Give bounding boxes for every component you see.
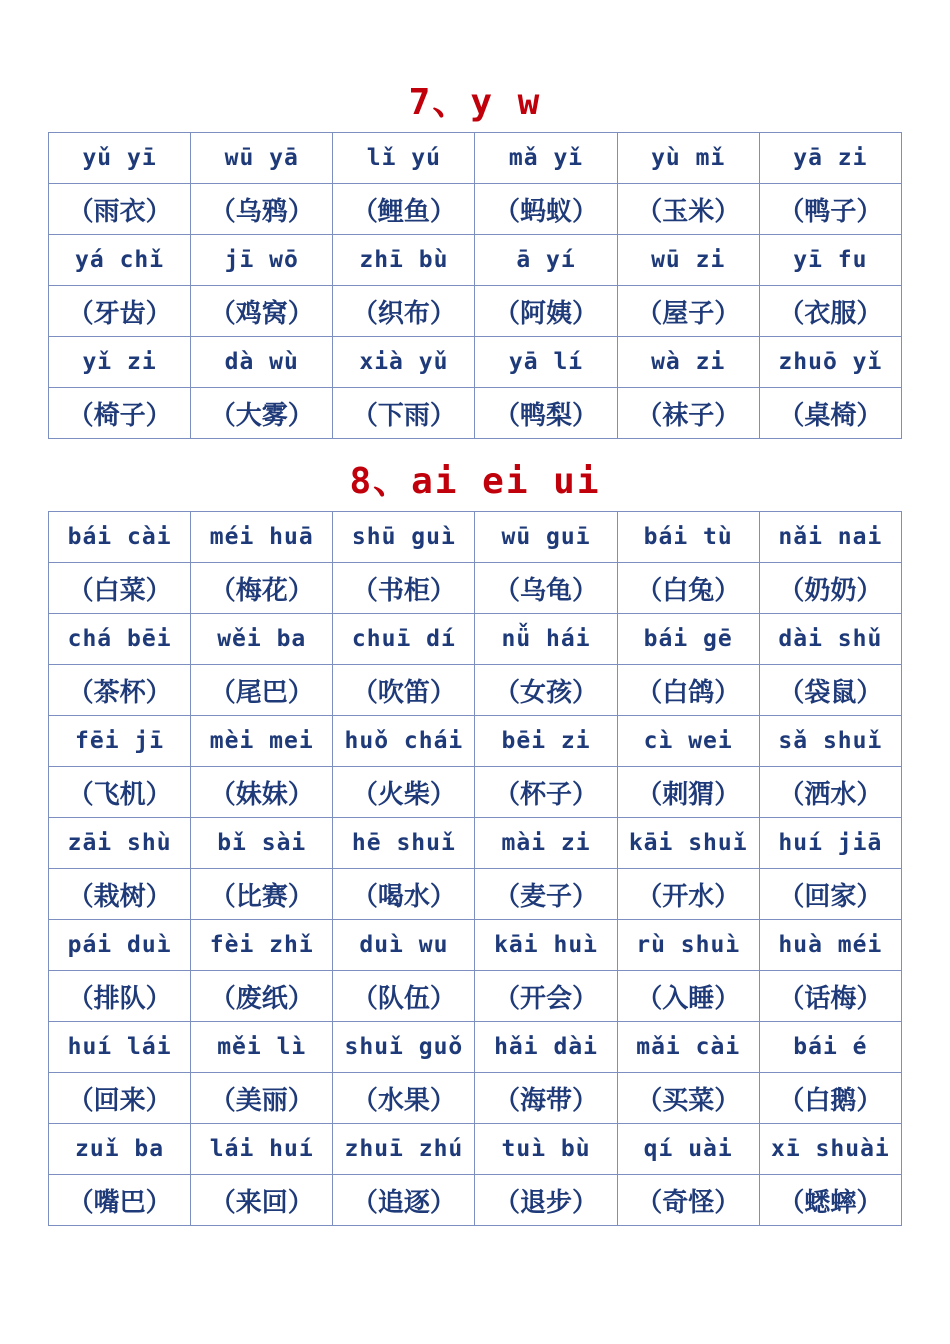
hanzi-cell: （椅子）	[49, 388, 191, 439]
pinyin-cell: zhuī zhú	[333, 1124, 475, 1175]
pinyin-cell: lái huí	[191, 1124, 333, 1175]
pinyin-cell: huǒ chái	[333, 716, 475, 767]
pinyin-cell: shuǐ guǒ	[333, 1022, 475, 1073]
hanzi-cell: （回来）	[49, 1073, 191, 1124]
hanzi-cell: （织布）	[333, 286, 475, 337]
pinyin-cell: wū guī	[475, 512, 617, 563]
pinyin-cell: huí jiā	[759, 818, 901, 869]
hanzi-row	[49, 1175, 902, 1226]
pinyin-cell: mài zi	[475, 818, 617, 869]
hanzi-cell: （白兔）	[617, 563, 759, 614]
pinyin-cell: dài shǔ	[759, 614, 901, 665]
hanzi-cell: （喝水）	[333, 869, 475, 920]
hanzi-cell: （排队）	[49, 971, 191, 1022]
hanzi-cell: （开水）	[617, 869, 759, 920]
vocab-table-yw	[48, 132, 902, 439]
hanzi-cell: （书柜）	[333, 563, 475, 614]
pinyin-cell: hē shuǐ	[333, 818, 475, 869]
hanzi-cell: （牙齿）	[49, 286, 191, 337]
pinyin-cell: yá chǐ	[49, 235, 191, 286]
pinyin-cell: wà zi	[617, 337, 759, 388]
pinyin-cell: zhī bù	[333, 235, 475, 286]
hanzi-cell: （蚂蚁）	[475, 184, 617, 235]
hanzi-cell: （鸭梨）	[475, 388, 617, 439]
hanzi-cell: （玉米）	[617, 184, 759, 235]
vocab-table-ai-ei-ui	[48, 511, 902, 1226]
pinyin-cell: xià yǔ	[333, 337, 475, 388]
hanzi-cell: （洒水）	[759, 767, 901, 818]
hanzi-cell: （妹妹）	[191, 767, 333, 818]
hanzi-cell: （衣服）	[759, 286, 901, 337]
pinyin-cell: wū yā	[191, 133, 333, 184]
hanzi-cell: （麦子）	[475, 869, 617, 920]
hanzi-row	[49, 869, 902, 920]
pinyin-cell: fēi jī	[49, 716, 191, 767]
hanzi-cell: （女孩）	[475, 665, 617, 716]
pinyin-row	[49, 235, 902, 286]
pinyin-cell: huí lái	[49, 1022, 191, 1073]
hanzi-row	[49, 665, 902, 716]
pinyin-cell: kāi huì	[475, 920, 617, 971]
hanzi-cell: （杯子）	[475, 767, 617, 818]
pinyin-cell: pái duì	[49, 920, 191, 971]
hanzi-row	[49, 184, 902, 235]
hanzi-row	[49, 1073, 902, 1124]
pinyin-cell: bái é	[759, 1022, 901, 1073]
hanzi-cell: （入睡）	[617, 971, 759, 1022]
hanzi-cell: （栽树）	[49, 869, 191, 920]
pinyin-cell: hǎi dài	[475, 1022, 617, 1073]
pinyin-cell: yā lí	[475, 337, 617, 388]
pinyin-row	[49, 818, 902, 869]
hanzi-cell: （桌椅）	[759, 388, 901, 439]
hanzi-cell: （白菜）	[49, 563, 191, 614]
pinyin-cell: bái tù	[617, 512, 759, 563]
hanzi-cell: （废纸）	[191, 971, 333, 1022]
hanzi-cell: （奇怪）	[617, 1175, 759, 1226]
pinyin-cell: mèi mei	[191, 716, 333, 767]
pinyin-cell: jī wō	[191, 235, 333, 286]
hanzi-cell: （水果）	[333, 1073, 475, 1124]
hanzi-cell: （鲤鱼）	[333, 184, 475, 235]
hanzi-cell: （来回）	[191, 1175, 333, 1226]
pinyin-cell: bái gē	[617, 614, 759, 665]
hanzi-cell: （火柴）	[333, 767, 475, 818]
hanzi-row	[49, 767, 902, 818]
pinyin-cell: yǔ yī	[49, 133, 191, 184]
hanzi-cell: （白鹅）	[759, 1073, 901, 1124]
hanzi-cell: （袋鼠）	[759, 665, 901, 716]
pinyin-cell: chá bēi	[49, 614, 191, 665]
hanzi-cell: （雨衣）	[49, 184, 191, 235]
hanzi-cell: （嘴巴）	[49, 1175, 191, 1226]
pinyin-cell: bǐ sài	[191, 818, 333, 869]
pinyin-cell: zhuō yǐ	[759, 337, 901, 388]
hanzi-cell: （梅花）	[191, 563, 333, 614]
hanzi-cell: （回家）	[759, 869, 901, 920]
hanzi-row	[49, 388, 902, 439]
hanzi-cell: （蟋蟀）	[759, 1175, 901, 1226]
section-title-ai-ei-ui: 8、ai ei ui	[349, 461, 601, 502]
pinyin-row	[49, 512, 902, 563]
pinyin-cell: nǚ hái	[475, 614, 617, 665]
hanzi-cell: （乌鸦）	[191, 184, 333, 235]
hanzi-cell: （奶奶）	[759, 563, 901, 614]
pinyin-cell: yǐ zi	[49, 337, 191, 388]
pinyin-cell: wěi ba	[191, 614, 333, 665]
pinyin-cell: yù mǐ	[617, 133, 759, 184]
pinyin-cell: chuī dí	[333, 614, 475, 665]
hanzi-cell: （下雨）	[333, 388, 475, 439]
hanzi-cell: （美丽）	[191, 1073, 333, 1124]
hanzi-row	[49, 563, 902, 614]
hanzi-cell: （开会）	[475, 971, 617, 1022]
pinyin-cell: huà méi	[759, 920, 901, 971]
hanzi-cell: （飞机）	[49, 767, 191, 818]
pinyin-cell: ā yí	[475, 235, 617, 286]
pinyin-cell: mǎi cài	[617, 1022, 759, 1073]
hanzi-cell: （茶杯）	[49, 665, 191, 716]
pinyin-cell: cì wei	[617, 716, 759, 767]
pinyin-cell: zāi shù	[49, 818, 191, 869]
hanzi-cell: （大雾）	[191, 388, 333, 439]
pinyin-cell: yā zi	[759, 133, 901, 184]
pinyin-row	[49, 133, 902, 184]
pinyin-row	[49, 716, 902, 767]
pinyin-cell: duì wu	[333, 920, 475, 971]
pinyin-cell: měi lì	[191, 1022, 333, 1073]
hanzi-cell: （屋子）	[617, 286, 759, 337]
hanzi-cell: （鸭子）	[759, 184, 901, 235]
pinyin-cell: zuǐ ba	[49, 1124, 191, 1175]
section-title-yw: 7、y w	[408, 82, 542, 123]
hanzi-cell: （袜子）	[617, 388, 759, 439]
pinyin-cell: dà wù	[191, 337, 333, 388]
hanzi-cell: （海带）	[475, 1073, 617, 1124]
hanzi-cell: （吹笛）	[333, 665, 475, 716]
pinyin-cell: yī fu	[759, 235, 901, 286]
pinyin-cell: bái cài	[49, 512, 191, 563]
pinyin-cell: sǎ shuǐ	[759, 716, 901, 767]
hanzi-cell: （买菜）	[617, 1073, 759, 1124]
pinyin-cell: rù shuì	[617, 920, 759, 971]
pinyin-cell: xī shuài	[759, 1124, 901, 1175]
hanzi-cell: （话梅）	[759, 971, 901, 1022]
pinyin-row	[49, 1022, 902, 1073]
pinyin-cell: kāi shuǐ	[617, 818, 759, 869]
pinyin-cell: mǎ yǐ	[475, 133, 617, 184]
hanzi-cell: （刺猬）	[617, 767, 759, 818]
pinyin-row	[49, 614, 902, 665]
hanzi-row	[49, 286, 902, 337]
pinyin-cell: nǎi nai	[759, 512, 901, 563]
hanzi-cell: （乌龟）	[475, 563, 617, 614]
hanzi-cell: （退步）	[475, 1175, 617, 1226]
pinyin-row	[49, 920, 902, 971]
pinyin-cell: tuì bù	[475, 1124, 617, 1175]
hanzi-cell: （鸡窝）	[191, 286, 333, 337]
hanzi-cell: （白鸽）	[617, 665, 759, 716]
pinyin-cell: méi huā	[191, 512, 333, 563]
pinyin-cell: fèi zhǐ	[191, 920, 333, 971]
pinyin-row	[49, 337, 902, 388]
pinyin-cell: bēi zi	[475, 716, 617, 767]
pinyin-cell: shū guì	[333, 512, 475, 563]
hanzi-cell: （追逐）	[333, 1175, 475, 1226]
hanzi-row	[49, 971, 902, 1022]
hanzi-cell: （队伍）	[333, 971, 475, 1022]
pinyin-cell: lǐ yú	[333, 133, 475, 184]
hanzi-cell: （尾巴）	[191, 665, 333, 716]
hanzi-cell: （比赛）	[191, 869, 333, 920]
pinyin-cell: wū zi	[617, 235, 759, 286]
pinyin-row	[49, 1124, 902, 1175]
pinyin-cell: qí uài	[617, 1124, 759, 1175]
hanzi-cell: （阿姨）	[475, 286, 617, 337]
